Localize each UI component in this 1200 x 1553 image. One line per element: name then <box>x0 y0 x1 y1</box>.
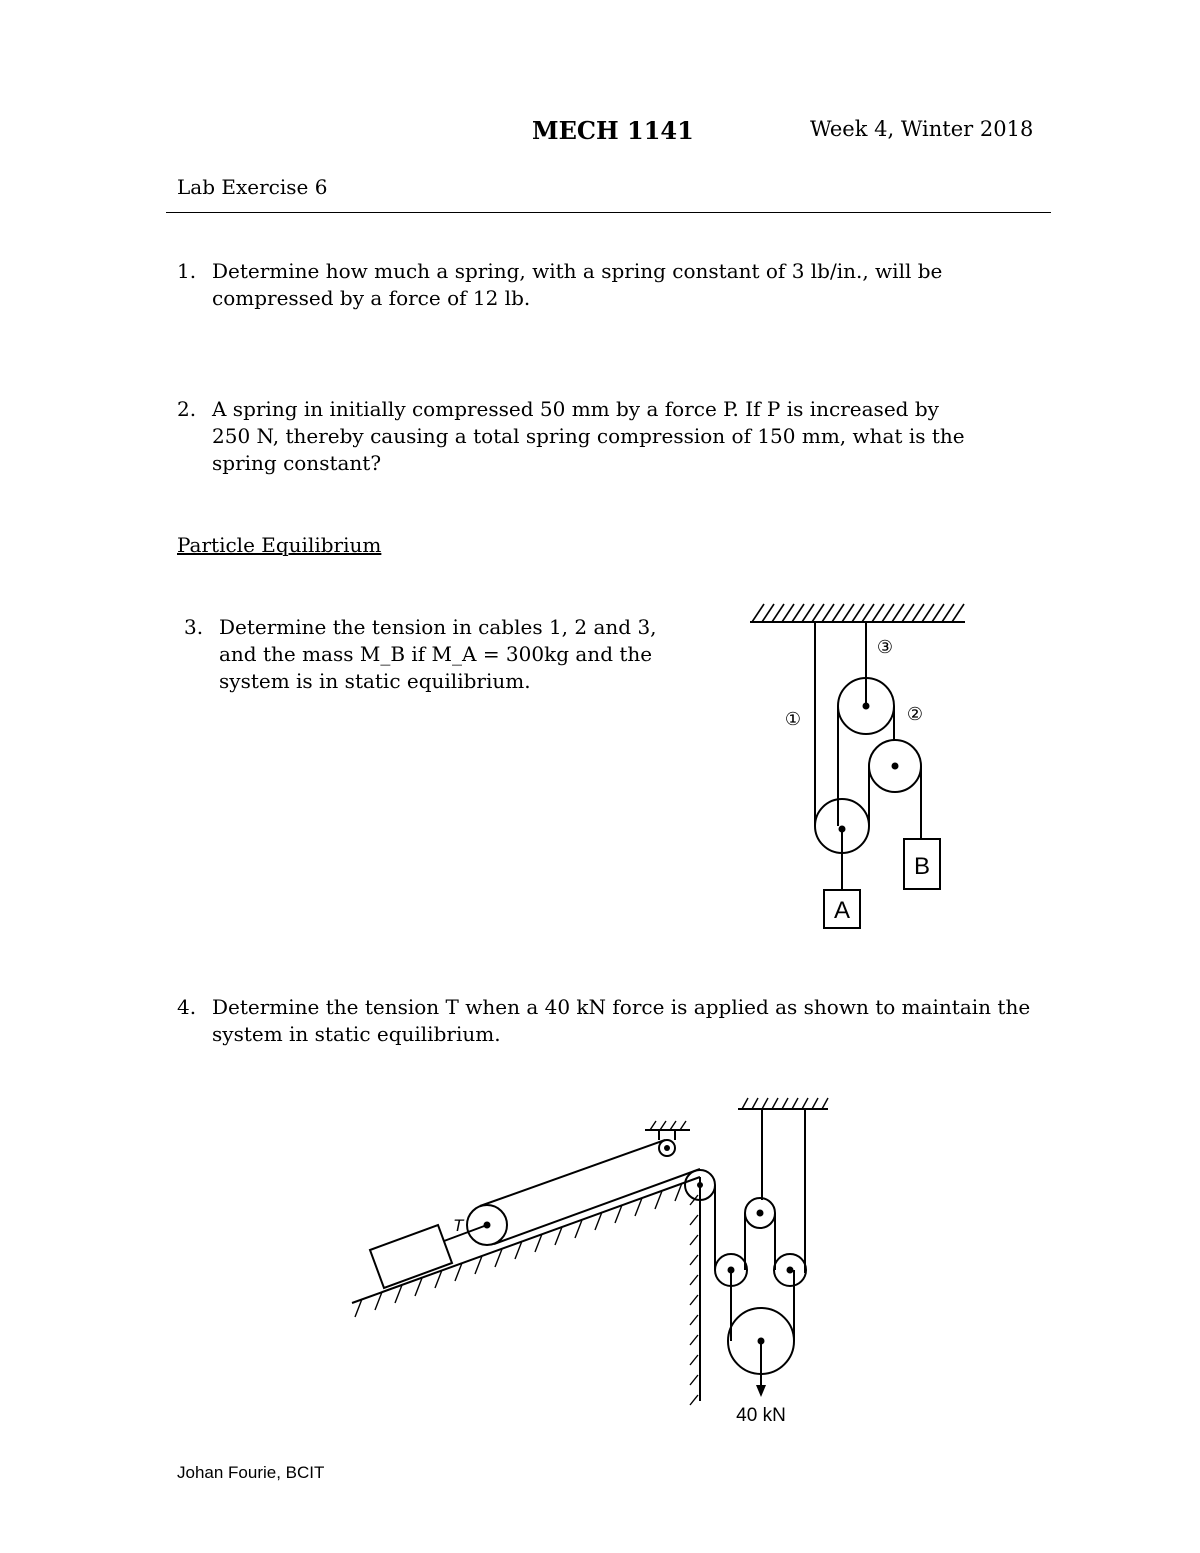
force-label: 40 kN <box>736 1405 786 1426</box>
footer: Johan Fourie, BCIT <box>177 1463 325 1482</box>
tension-label: T <box>453 1216 464 1235</box>
mass-label-b: B <box>913 853 931 880</box>
question-number: 2. <box>177 397 197 421</box>
question-number: 3. <box>184 615 204 639</box>
exercise-title: Lab Exercise 6 <box>177 175 328 199</box>
question-number: 1. <box>177 259 197 283</box>
pulley-diagram-2 <box>340 1085 840 1435</box>
mass-label-a: A <box>833 897 851 924</box>
term-label: Week 4, Winter 2018 <box>810 117 1034 141</box>
rope-lower <box>494 1169 700 1244</box>
question-text: Determine the tension in cables 1, 2 and 3, and the mass M_B if M_A = 300kg and the system is in static equilibrium. <box>219 615 657 693</box>
rope-t <box>444 1225 487 1241</box>
question-2 <box>177 396 977 486</box>
pulley-diagram-1 <box>740 595 980 940</box>
anchor-bracket <box>659 1130 675 1140</box>
section-title: Particle Equilibrium <box>177 533 382 557</box>
rope-upper <box>480 1140 665 1206</box>
cable-label-1: ① <box>784 709 802 729</box>
question-text: Determine the tension T when a 40 kN force is applied as shown to maintain the system in static equilibrium. <box>212 995 1031 1046</box>
wall-hatch <box>690 1195 698 1405</box>
cable-label-3: ③ <box>876 637 894 657</box>
question-4 <box>177 994 1037 1054</box>
question-1 <box>177 258 977 318</box>
ceiling-hatch <box>752 604 964 622</box>
block <box>370 1225 452 1288</box>
cable-label-2: ② <box>906 704 924 724</box>
question-text: A spring in initially compressed 50 mm by a force P. If P is increased by 250 N, thereby causing a total spring compression of 150 mm, what is the spring constant? <box>212 397 965 475</box>
course-code: MECH 1141 <box>532 116 694 145</box>
header-divider <box>166 212 1051 213</box>
question-text: Determine how much a spring, with a spring constant of 3 lb/in., will be compressed by a force of 12 lb. <box>212 259 943 310</box>
question-3 <box>184 614 664 704</box>
question-number: 4. <box>177 995 197 1019</box>
